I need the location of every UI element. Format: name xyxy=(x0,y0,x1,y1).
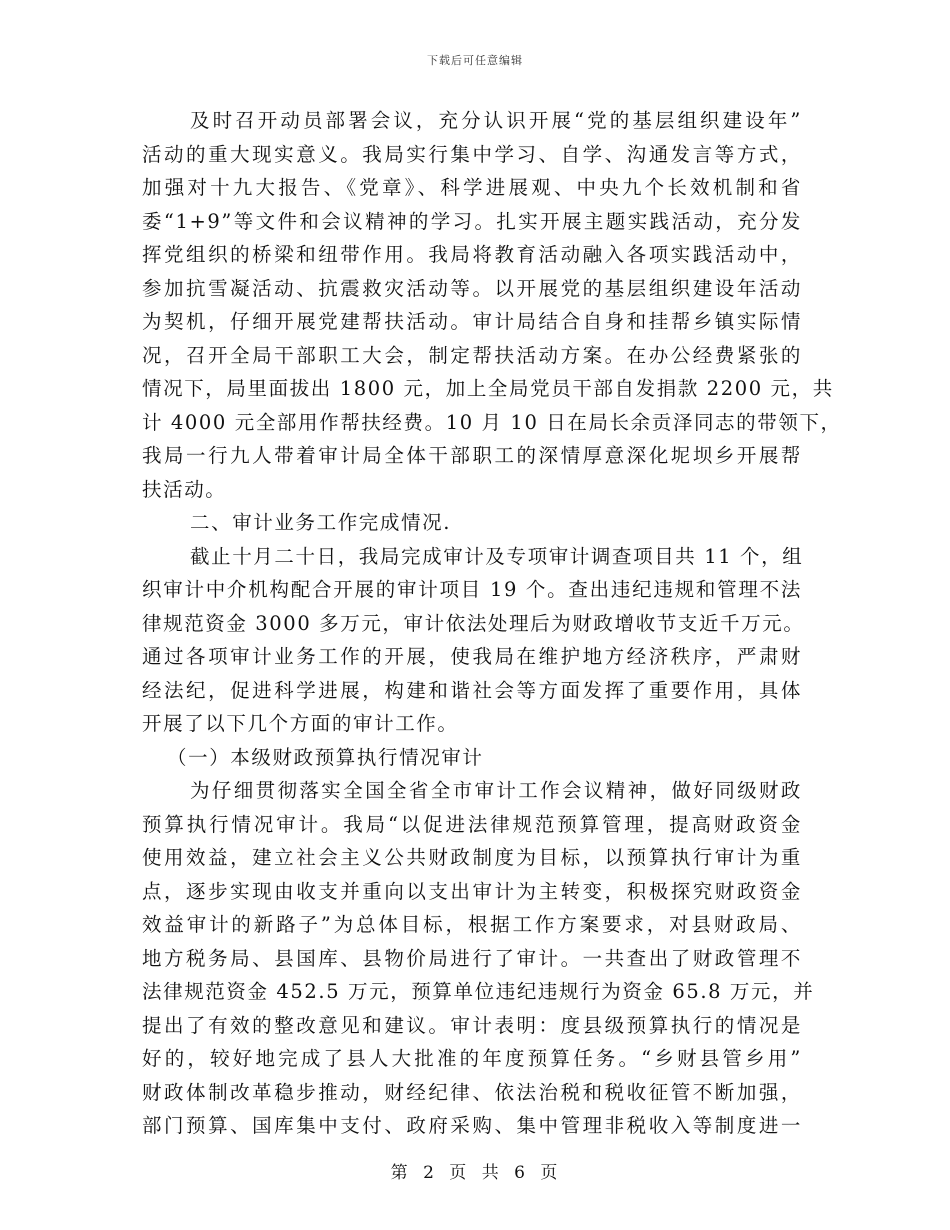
paragraph-line: 加强对十九大报告、《党章》、科学进展观、中央九个长效机制和省 xyxy=(142,176,802,199)
paragraph-line: 我局一行九人带着审计局全体干部职工的深情厚意深化坭坝乡开展帮 xyxy=(142,444,802,467)
paragraph-line: 截止十月二十日，我局完成审计及专项审计调查项目共 11 个，组 xyxy=(190,544,804,568)
paragraph-line: 地方税务局、县国库、县物价局进行了审计。一共查出了财政管理不 xyxy=(142,946,802,970)
paragraph-line: 好的，较好地完成了县人大批准的年度预算任务。“乡财县管乡用” xyxy=(142,1047,802,1070)
paragraph-line: 开展了以下几个方面的审计工作。 xyxy=(142,712,459,735)
paragraph-line: 财政体制改革稳步推动，财经纪律、依法治税和税收征管不断加强， xyxy=(142,1080,802,1104)
body-text xyxy=(142,104,842,1143)
paragraph-line: 织审计中介机构配合开展的审计项目 19 个。查出违纪违规和管理不法 xyxy=(142,578,802,601)
page-footer: 第 2 页 共 6 页 xyxy=(390,1163,560,1183)
paragraph-line: 为契机，仔细开展党建帮扶活动。审计局结合自身和挂帮乡镇实际情 xyxy=(142,310,802,333)
paragraph-line: 经法纪，促进科学进展，构建和谐社会等方面发挥了重要作用，具体 xyxy=(142,678,802,702)
paragraph-line: 扶活动。 xyxy=(142,477,227,501)
paragraph-line: 活动的重大现实意义。我局实行集中学习、自学、沟通发言等方式， xyxy=(142,142,802,166)
paragraph-line: 情况下，局里面拔出 1800 元，加上全局党员干部自发捐款 2200 元，共 xyxy=(142,377,834,400)
section-heading: 二、审计业务工作完成情况. xyxy=(190,511,451,534)
paragraph-line: 况，召开全局干部职工大会，制定帮扶活动方案。在办公经费紧张的 xyxy=(142,343,802,367)
paragraph-line: 提出了有效的整改意见和建议。审计表明：度县级预算执行的情况是 xyxy=(142,1013,802,1037)
paragraph-line: 律规范资金 3000 多万元，审计依法处理后为财政增收节支近千万元。 xyxy=(142,611,805,635)
paragraph-line: 点，逐步实现由收支并重向以支出审计为主转变，积极探究财政资金 xyxy=(142,879,802,903)
paragraph-line: 法律规范资金 452.5 万元，预算单位违纪违规行为资金 65.8 万元，并 xyxy=(142,980,815,1003)
paragraph-line: 为仔细贯彻落实全国全省全市审计工作会议精神，做好同级财政 xyxy=(190,779,802,802)
paragraph-line: 挥党组织的桥梁和纽带作用。我局将教育活动融入各项实践活动中， xyxy=(142,243,802,266)
paragraph-line: 通过各项审计业务工作的开展，使我局在维护地方经济秩序，严肃财 xyxy=(142,645,802,668)
paragraph-line: 委“1+9”等文件和会议精神的学习。扎实开展主题实践活动，充分发 xyxy=(142,209,802,233)
paragraph-line: 部门预算、国库集中支付、政府采购、集中管理非税收入等制度进一 xyxy=(142,1114,802,1137)
paragraph-line: 及时召开动员部署会议，充分认识开展“党的基层组织建设年” xyxy=(190,109,802,132)
paragraph-line: 效益审计的新路子”为总体目标，根据工作方案要求，对县财政局、 xyxy=(142,913,802,936)
paragraph-line: 预算执行情况审计。我局“以促进法律规范预算管理，提高财政资金 xyxy=(142,812,802,836)
paragraph-line: 使用效益，建立社会主义公共财政制度为目标，以预算执行审计为重 xyxy=(142,846,802,869)
subsection-heading: （一）本级财政预算执行情况审计 xyxy=(167,745,484,769)
page-header: 下载后可任意编辑 xyxy=(427,54,523,67)
paragraph-line: 参加抗雪凝活动、抗震救灾活动等。以开展党的基层组织建设年活动 xyxy=(142,276,802,300)
paragraph-line: 计 4000 元全部用作帮扶经费。10 月 10 日在局长余贡泽同志的带领下， xyxy=(142,410,842,434)
